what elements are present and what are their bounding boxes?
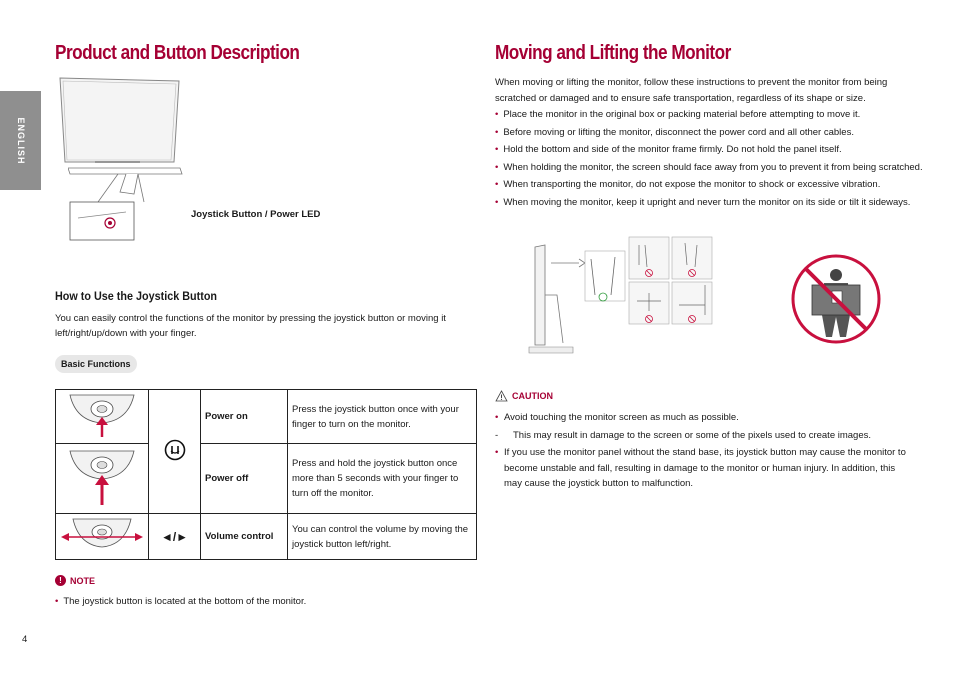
- moving-intro: When moving or lifting the monitor, follow these instructions to prevent the monitor from being scratched or damaged and to ensure safe transportation, regardless of its shape or size.: [495, 77, 888, 104]
- power-icon: [163, 438, 187, 462]
- function-name: Power on: [201, 390, 288, 444]
- language-label: ENGLISH: [15, 116, 26, 165]
- note-icon: !: [55, 575, 66, 586]
- volume-symbol: ◄/►: [149, 514, 201, 560]
- list-item: • When moving the monitor, keep it upright and never turn the monitor on its side or tilt it sideways.: [495, 196, 911, 208]
- list-item: • When transporting the monitor, do not expose the monitor to shock or excessive vibration.: [495, 179, 881, 190]
- function-description: Press and hold the joystick button once more than 5 seconds with your finger to turn off the monitor.: [288, 444, 477, 514]
- monitor-handling-illustration: [527, 235, 717, 357]
- joystick-button-label: Joystick Button / Power LED: [191, 209, 321, 220]
- list-item: • Before moving or lifting the monitor, disconnect the power cord and all other cables.: [495, 126, 854, 138]
- prohibited-carry-illustration: [790, 253, 882, 345]
- note-text: The joystick button is located at the bottom of the monitor.: [63, 596, 307, 607]
- function-name: Volume control: [201, 514, 288, 560]
- list-item: • When holding the monitor, the screen should face away from you to prevent it from being scratched.: [495, 161, 923, 173]
- table-row: [56, 444, 477, 514]
- caution-list: [495, 410, 915, 494]
- caution-label: CAUTION: [512, 391, 553, 401]
- page-number: 4: [22, 634, 28, 645]
- list-item: • Place the monitor in the original box or packing material before attempting to move it.: [495, 109, 861, 120]
- basic-functions-table: [55, 389, 477, 560]
- list-subitem: - This may result in damage to the screen or some of the pixels used to create images.: [495, 429, 872, 441]
- moving-instructions: [495, 106, 923, 211]
- monitor-illustration: [55, 76, 185, 166]
- function-name: Power off: [201, 444, 288, 514]
- joystick-hold-illustration: [56, 444, 149, 514]
- note-heading: [55, 575, 95, 586]
- page-title-moving: Moving and Lifting the Monitor: [495, 42, 731, 64]
- note-item: [55, 596, 306, 607]
- function-description: You can control the volume by moving the joystick button left/right.: [288, 514, 477, 560]
- page-title-product: Product and Button Description: [55, 42, 300, 64]
- warning-icon: [495, 390, 508, 402]
- note-label: NOTE: [70, 575, 96, 586]
- joystick-press-illustration: [56, 390, 149, 444]
- list-item: • Hold the bottom and side of the monitor frame firmly. Do not hold the panel itself.: [495, 144, 842, 155]
- power-symbol-cell: [149, 390, 201, 514]
- language-tab: [0, 91, 41, 190]
- howto-title: How to Use the Joystick Button: [55, 289, 218, 303]
- table-row: [56, 514, 477, 560]
- list-item: • Avoid touching the monitor screen as much as possible.: [495, 412, 739, 423]
- caution-heading: [495, 390, 553, 402]
- basic-functions-badge: Basic Functions: [55, 355, 137, 373]
- joystick-left-right-illustration: [56, 514, 149, 560]
- howto-text: You can easily control the functions of the monitor by pressing the joystick button or moving it left/right/up/down with your finger.: [55, 313, 446, 339]
- list-item: • If you use the monitor panel without the stand base, its joystick button may cause the monitor to become unstable and fall, resulting in damage to the monitor or human injury. In addition, this may cause the joystick button to malfunction.: [495, 447, 906, 489]
- function-description: Press the joystick button once with your finger to turn on the monitor.: [288, 390, 477, 444]
- bullet-icon: •: [55, 596, 59, 607]
- monitor-stand-illustration: [68, 162, 186, 242]
- table-row: [56, 390, 477, 444]
